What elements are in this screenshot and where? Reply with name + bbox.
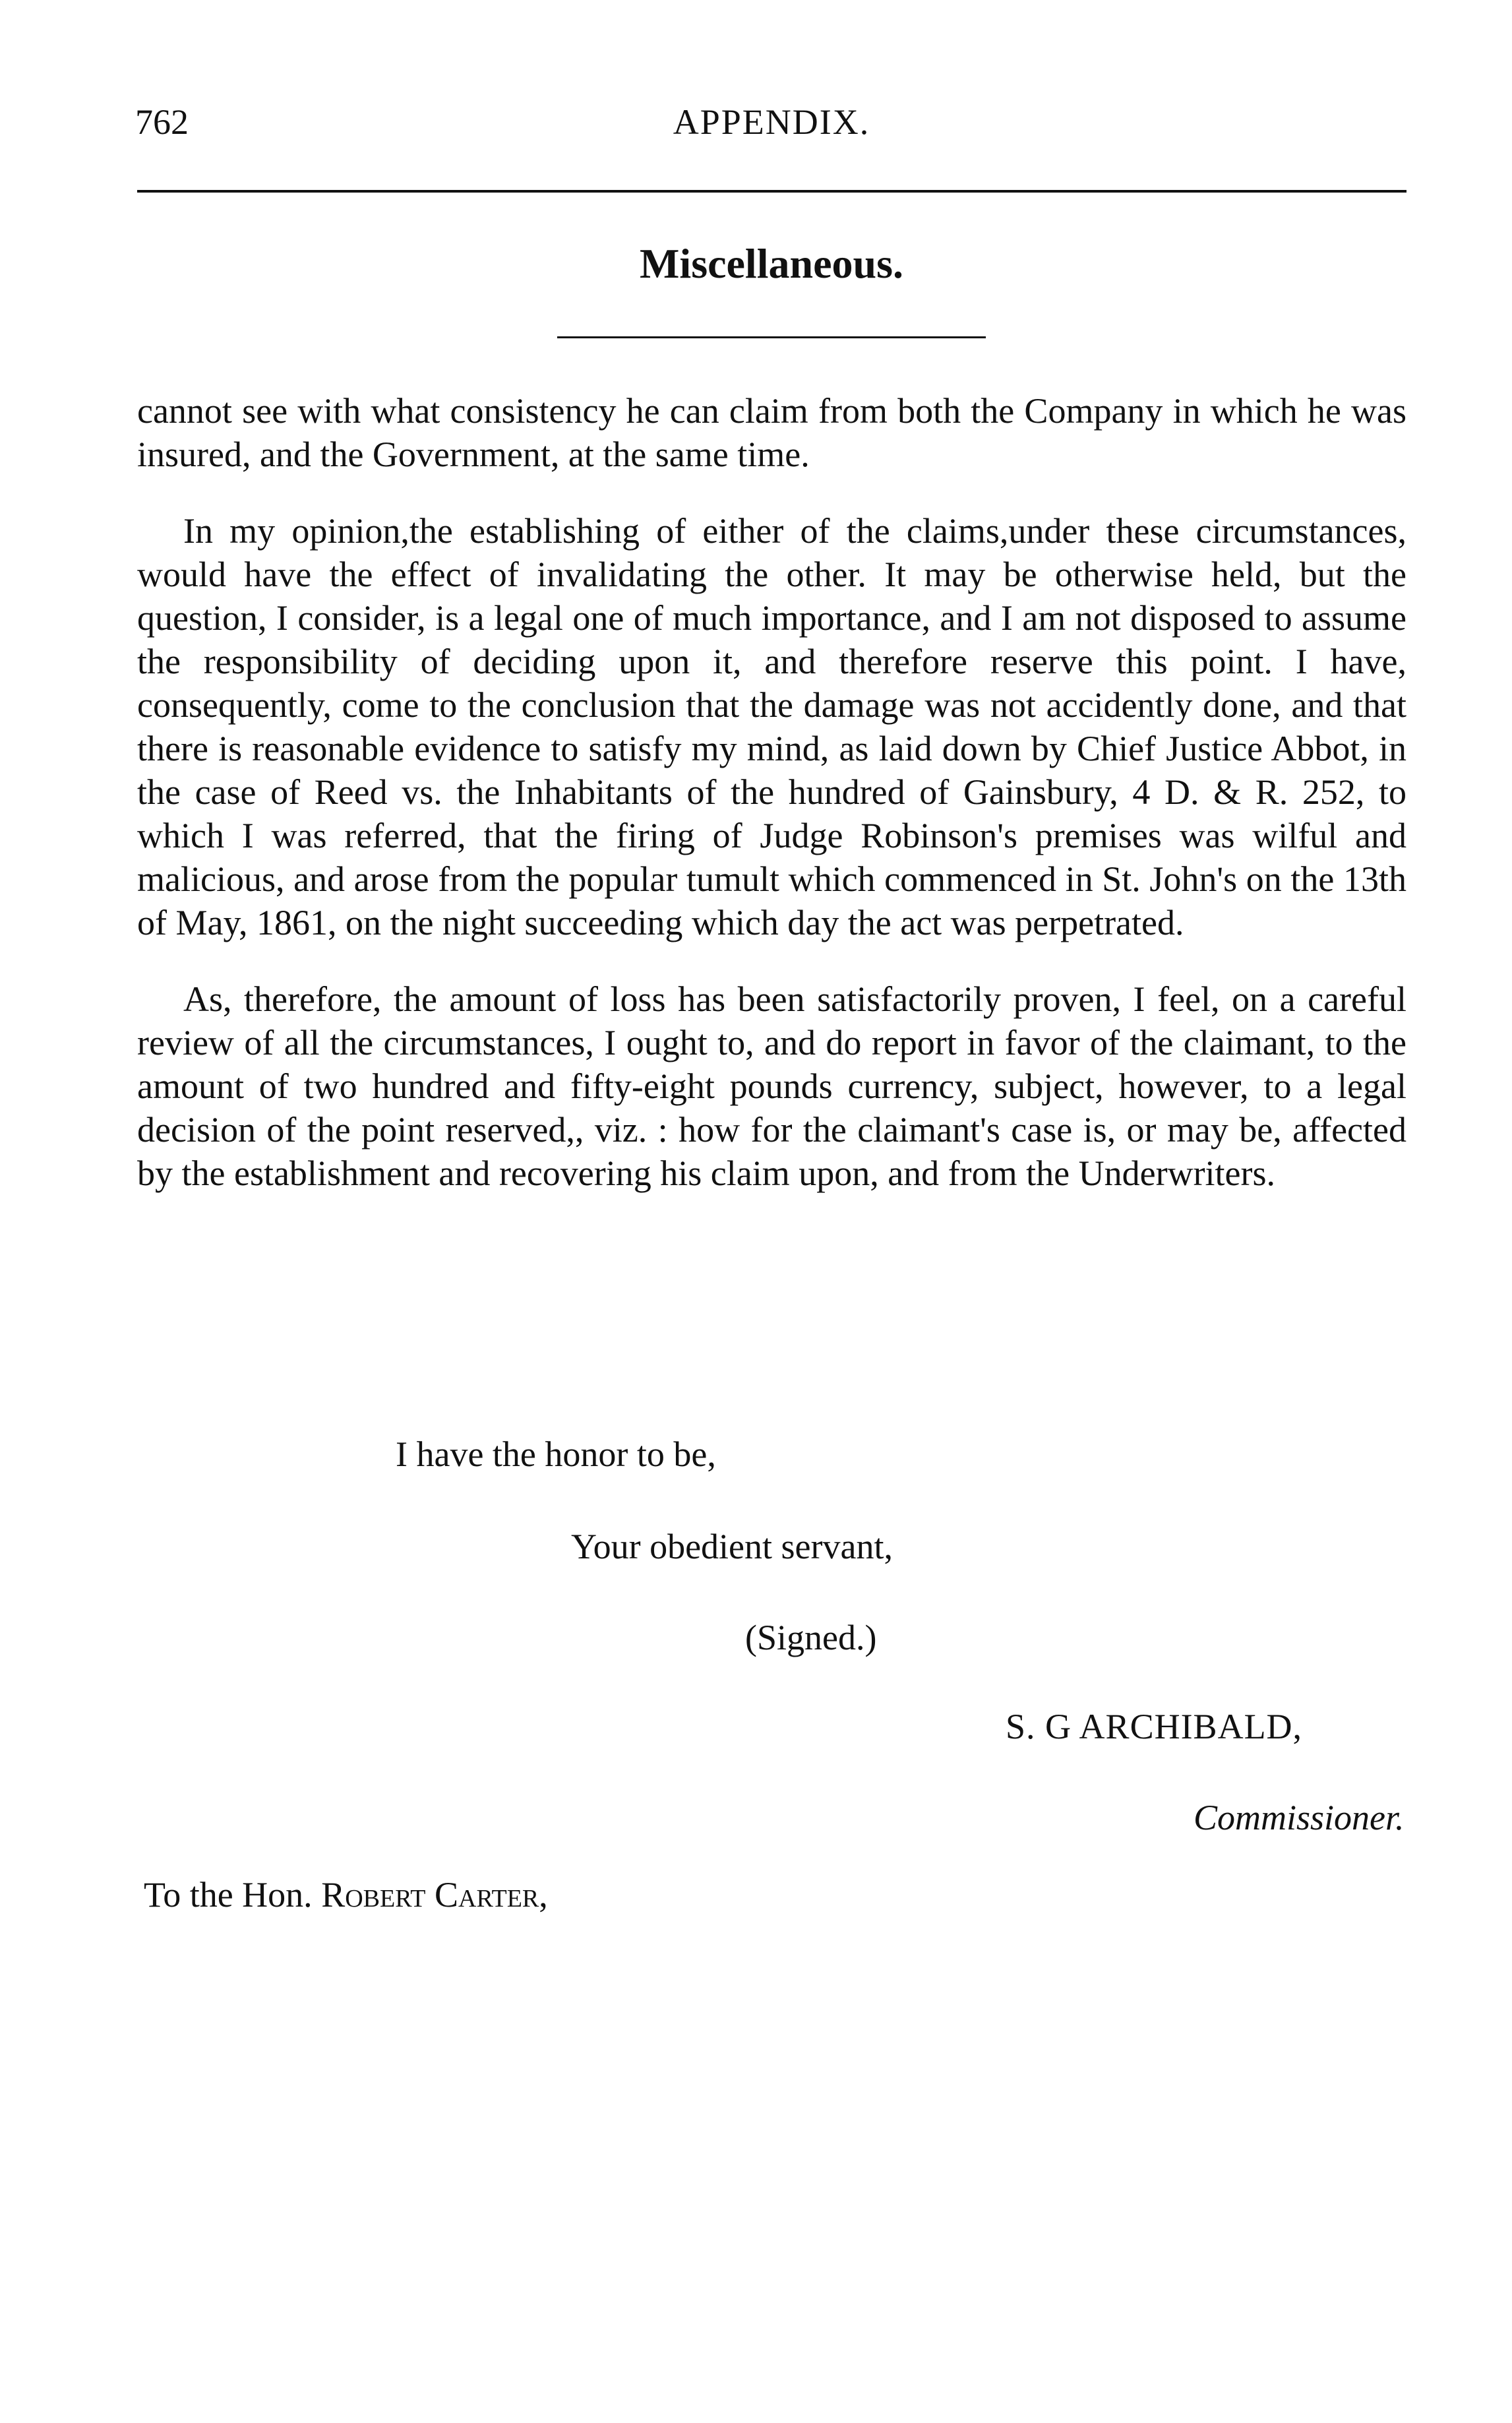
running-title: APPENDIX. — [673, 102, 870, 142]
closing-signed: (Signed.) — [745, 1618, 877, 1657]
header-rule — [137, 190, 1406, 193]
paragraph-continued: cannot see with what consistency he can claim from both the Company in which he was insured, and the Government, at the same time. — [137, 391, 1406, 474]
addressee — [144, 1873, 548, 1917]
page-number: 762 — [135, 102, 189, 142]
paragraph-opinion: In my opinion,the establishing of either of the claims,under these circumstances, would have the effect of invalidating the other. It may be otherwise held, but the question, I consider, is a legal one of much importance, and I am not disposed to assume the responsibility of deciding upon it, and therefore reserve this point. I have, consequently, come to the conclusion that the damage was not accidently done, and that there is reasonable evidence to satisfy my mind, as laid down by Chief Justice Abbot, in the case of Reed vs. the Inhabitants of the hundred of Gainsbury, 4 D. & R. 252, to which I was referred, that the firing of Judge Robinson's premises was wilful and malicious, and arose from the popular tumult which commenced in St. John's on the 13th of May, 1861, on the night succeeding which day the act was perpetrated. — [137, 511, 1406, 942]
addressee-prefix: To the Hon. — [144, 1875, 313, 1915]
running-head — [135, 99, 1408, 145]
paragraph-report: As, therefore, the amount of loss has been satisfactorily proven, I feel, on a careful review of all the circumstances, I ought to, and do report in favor of the claimant, to the amount of two hundred and fifty-eight pounds currency, subject, however, to a legal decision of the point reserved,, viz. : how for the claimant's case is, or may be, affected by the establishment and recovering his claim upon, and from the Underwriters. — [137, 979, 1406, 1193]
signatory-title: Commissioner. — [1194, 1798, 1405, 1837]
addressee-name: Robert Carter, — [321, 1875, 548, 1915]
section-title: Miscellaneous. — [640, 240, 903, 287]
body-text — [137, 389, 1406, 1195]
closing-servant: Your obedient servant, — [571, 1527, 893, 1566]
signatory-name: S. G ARCHIBALD, — [1006, 1707, 1303, 1746]
closing-honor: I have the honor to be, — [396, 1434, 716, 1474]
section-rule — [557, 336, 986, 338]
